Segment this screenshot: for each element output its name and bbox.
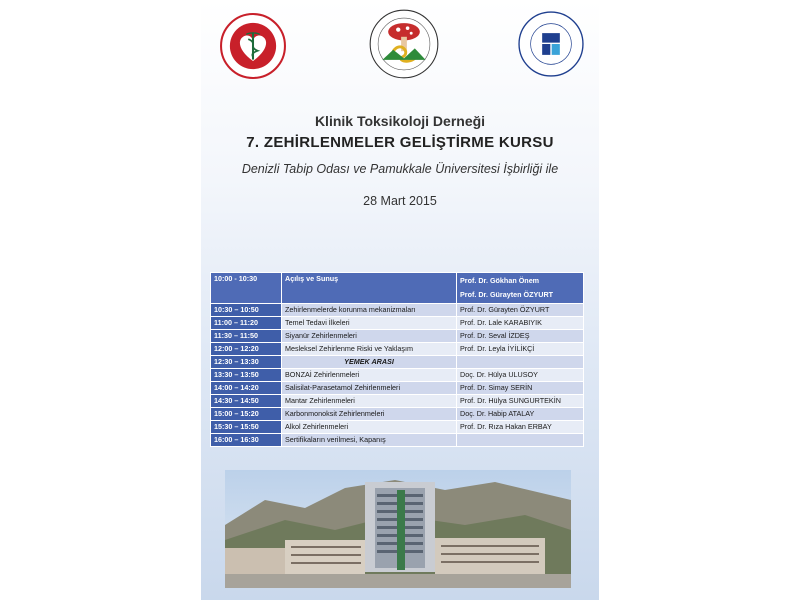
table-row: [211, 356, 584, 369]
course-poster: [201, 0, 599, 600]
session-time: 11:00 – 11:20: [211, 317, 282, 330]
session-time: 10:30 – 10:50: [211, 304, 282, 317]
pamukkale-university-logo: [517, 10, 585, 78]
session-topic: Karbonmonoksit Zehirlenmeleri: [282, 408, 457, 421]
session-time: 15:00 – 15:20: [211, 408, 282, 421]
session-topic: BONZAİ Zehirlenmeleri: [282, 369, 457, 382]
table-row: [211, 304, 584, 317]
session-speaker: Doç. Dr. Habip ATALAY: [457, 408, 584, 421]
caduceus-heart-logo: [219, 12, 287, 80]
session-topic: Zehirlenmelerde korunma mekanizmaları: [282, 304, 457, 317]
session-topic: Mesleksel Zehirlenme Riski ve Yaklaşım: [282, 343, 457, 356]
session-speaker: [457, 434, 584, 447]
university-hospital-building-photo: [225, 470, 571, 588]
session-topic: Sertifikaların verilmesi, Kapanış: [282, 434, 457, 447]
session-time: 14:00 – 14:20: [211, 382, 282, 395]
table-row: [211, 369, 584, 382]
session-speaker: Doç. Dr. Hülya ULUSOY: [457, 369, 584, 382]
session-speaker: Prof. Dr. Rıza Hakan ERBAY: [457, 421, 584, 434]
speaker-name: Prof. Dr. Gürayten ÖZYURT: [460, 290, 554, 299]
session-topic: Açılış ve Sunuş: [282, 273, 457, 304]
course-subtitle: Denizli Tabip Odası ve Pamukkale Üniversitesi İşbirliği ile: [241, 162, 559, 176]
session-speaker: [457, 356, 584, 369]
session-topic: Siyanür Zehirlenmeleri: [282, 330, 457, 343]
session-topic: YEMEK ARASI: [282, 356, 457, 369]
session-speaker: Prof. Dr. Lale KARABIYIK: [457, 317, 584, 330]
session-time: 10:00 - 10:30: [211, 273, 282, 304]
session-topic: Temel Tedavi İlkeleri: [282, 317, 457, 330]
session-speaker: Prof. Dr. Gürayten ÖZYURT: [457, 304, 584, 317]
session-topic: Mantar Zehirlenmeleri: [282, 395, 457, 408]
session-time: 12:00 – 12:20: [211, 343, 282, 356]
organization-name: Klinik Toksikoloji Derneği: [314, 113, 486, 129]
table-row: [211, 343, 584, 356]
table-row: [211, 330, 584, 343]
session-topic: Salisilat-Parasetamol Zehirlenmeleri: [282, 382, 457, 395]
table-row: [211, 421, 584, 434]
session-speaker: [457, 273, 584, 304]
table-row: [211, 395, 584, 408]
session-speaker: Prof. Dr. Hülya SUNGURTEKİN: [457, 395, 584, 408]
session-topic: Alkol Zehirlenmeleri: [282, 421, 457, 434]
table-row: [211, 273, 584, 304]
session-time: 13:30 – 13:50: [211, 369, 282, 382]
session-time: 15:30 – 15:50: [211, 421, 282, 434]
session-speaker: Prof. Dr. Seval İZDEŞ: [457, 330, 584, 343]
schedule-table: [210, 272, 584, 447]
table-row: [211, 434, 584, 447]
course-title: 7. ZEHİRLENMELER GELİŞTİRME KURSU: [246, 134, 554, 151]
session-time: 14:30 – 14:50: [211, 395, 282, 408]
session-speaker: Prof. Dr. Simay SERİN: [457, 382, 584, 395]
speaker-name: Prof. Dr. Gökhan Önem: [460, 276, 540, 285]
session-time: 11:30 – 11:50: [211, 330, 282, 343]
table-row: [211, 382, 584, 395]
mushroom-snake-logo: [368, 8, 440, 80]
table-row: [211, 317, 584, 330]
session-time: 16:00 – 16:30: [211, 434, 282, 447]
course-date: 28 Mart 2015: [363, 194, 437, 208]
session-time: 12:30 – 13:30: [211, 356, 282, 369]
session-speaker: Prof. Dr. Leyla İYİLİKÇİ: [457, 343, 584, 356]
table-row: [211, 408, 584, 421]
